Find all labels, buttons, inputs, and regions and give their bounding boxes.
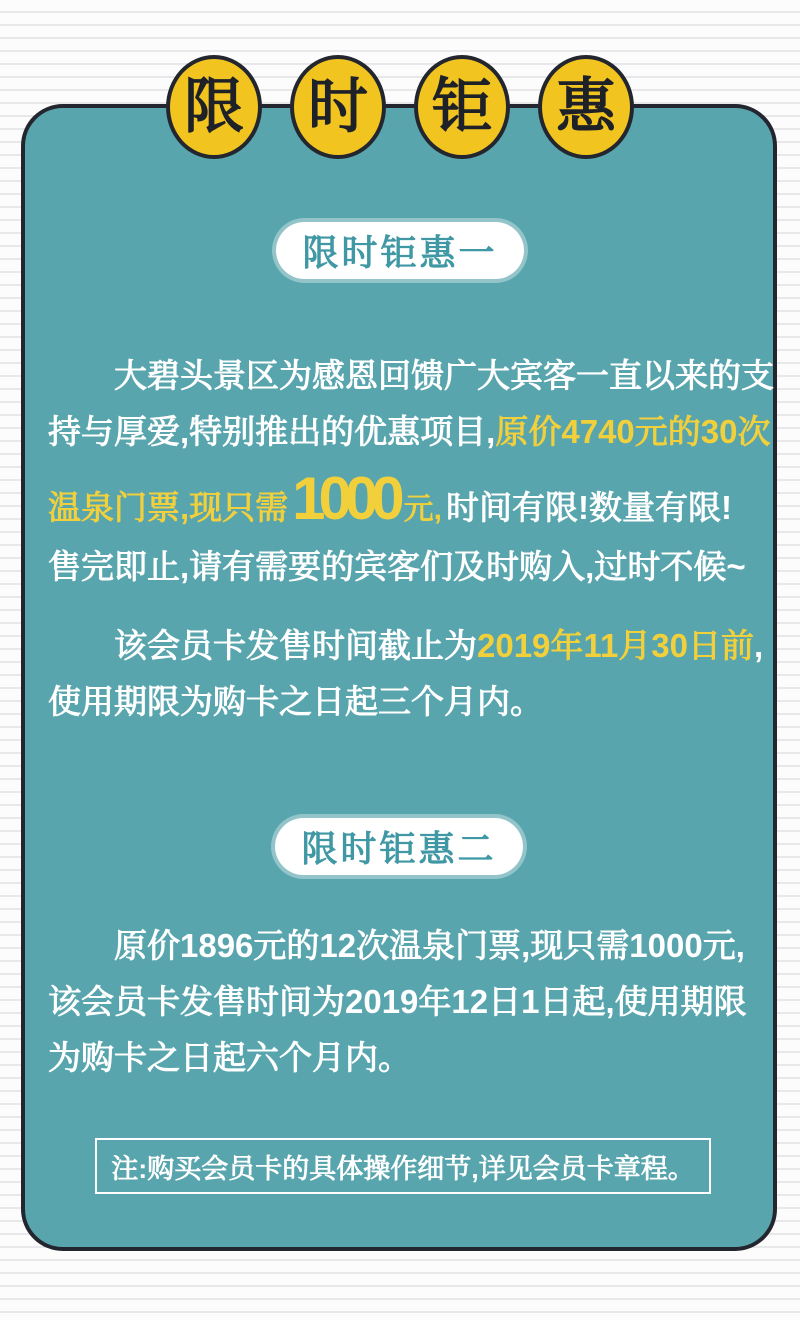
- deadline-white: 该会员卡发售时间截止为: [114, 627, 477, 664]
- header-badge-2: [290, 55, 386, 159]
- header-badge-char: 惠: [556, 73, 616, 140]
- offer1-line4: 售完即止,请有需要的宾客们及时购入,过时不候~: [48, 548, 746, 585]
- offer1-paragraph: [48, 348, 774, 596]
- offer1-line3-white: 时间有限!数量有限!: [446, 489, 732, 526]
- offer1-line1: 大碧头景区为感恩回馈广大宾客一直以来的支: [114, 357, 774, 394]
- offer1-line2: [48, 404, 771, 460]
- offer2-line2: 该会员卡发售时间为2019年12日1日起,使用期限: [48, 983, 747, 1020]
- offer1-line3: [48, 460, 754, 538]
- offer1-price-value: 1000: [292, 465, 398, 532]
- note-box: [95, 1138, 711, 1194]
- header-badge-char: 时: [308, 73, 368, 140]
- offer2-pill: [275, 818, 523, 875]
- offer1-deadline-line1: [48, 618, 764, 674]
- offer1-deadline-paragraph: [48, 618, 764, 730]
- header-badge-char: 钜: [432, 73, 492, 140]
- offer2-line1: 原价1896元的12次温泉门票,现只需1000元,: [114, 927, 745, 964]
- offer1-line2-white: 持与厚爱,特别推出的优惠项目,: [48, 413, 496, 450]
- deadline-tail: ,: [754, 627, 764, 664]
- offer1-line3-highlight: 温泉门票,现只需: [48, 489, 289, 526]
- deadline-date-highlight: 2019年11月30日前: [477, 627, 755, 664]
- header-badges: [166, 55, 634, 159]
- header-badge-char: 限: [184, 73, 244, 140]
- offer2-line3: 为购卡之日起六个月内。: [48, 1039, 411, 1076]
- offer1-deadline-line2: 使用期限为购卡之日起三个月内。: [48, 683, 543, 720]
- offer1-pill: [276, 222, 524, 279]
- header-badge-1: [166, 55, 262, 159]
- header-badge-4: [538, 55, 634, 159]
- header-badge-3: [414, 55, 510, 159]
- offer2-pill-label: 限时钜惠二: [301, 828, 497, 869]
- offer1-line2-highlight: 原价4740元的30次: [495, 413, 771, 450]
- offer2-paragraph: [48, 918, 754, 1086]
- offer1-pill-label: 限时钜惠一: [302, 232, 498, 273]
- offer1-price-unit: 元,: [403, 493, 442, 526]
- note-text: 注:购买会员卡的具体操作细节,详见会员卡章程。: [111, 1153, 695, 1184]
